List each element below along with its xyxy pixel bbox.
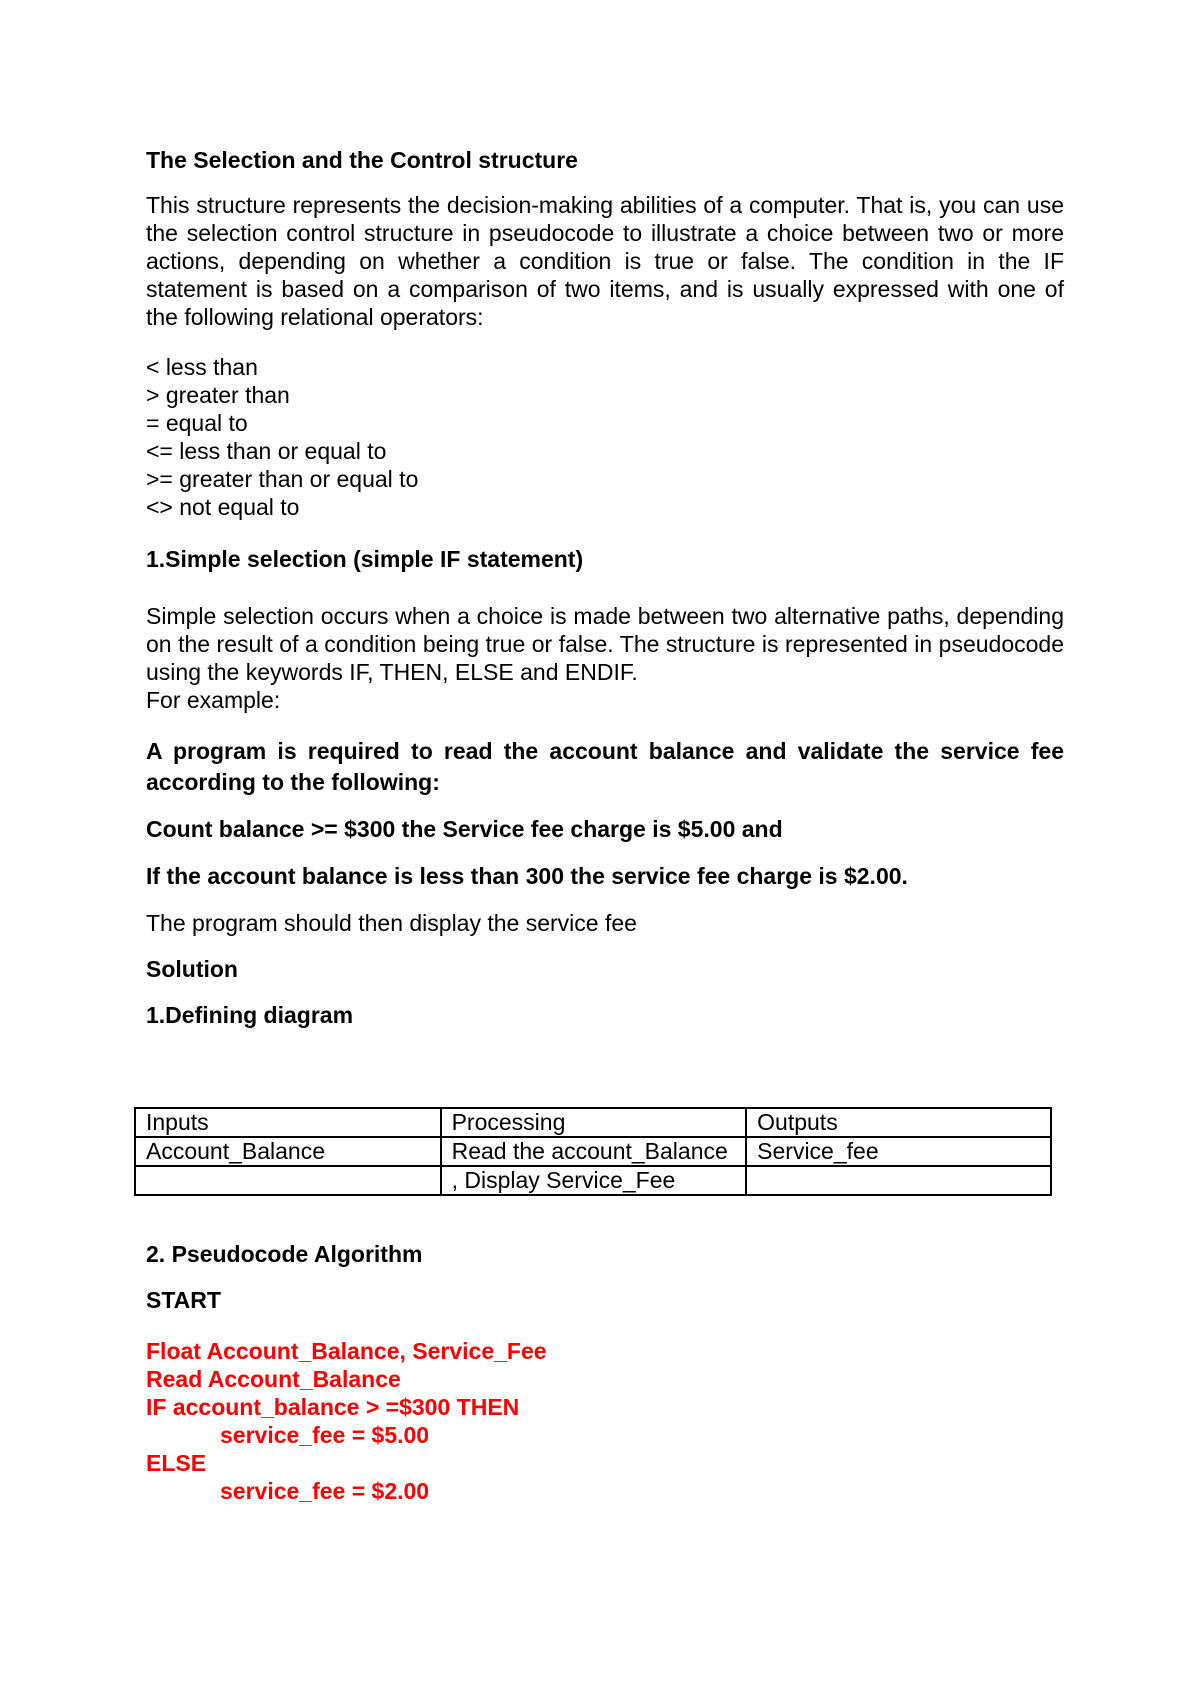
operator-item: >= greater than or equal to (146, 466, 419, 492)
code-line: service_fee = $2.00 (220, 1478, 430, 1504)
code-line: Float Account_Balance, Service_Fee (146, 1338, 547, 1364)
code-line: service_fee = $5.00 (220, 1422, 430, 1448)
table-header-cell: Processing (441, 1108, 747, 1137)
operator-item: < less than (146, 354, 258, 380)
code-line: Read Account_Balance (146, 1366, 401, 1392)
table-row (135, 1166, 1051, 1195)
intro-paragraph: This structure represents the decision-making abilities of a computer. That is, you can use the selection control structure in pseudocode to illustrate a choice between two or more actions, depending on whether a condition is true or false. The condition in the IF statement is based on a comparison of two items, and is usually expressed with one of the following relational operators: (146, 192, 1064, 330)
defining-diagram-heading: 1.Defining diagram (146, 1002, 354, 1028)
table-cell (135, 1166, 441, 1195)
section1-paragraph: Simple selection occurs when a choice is made between two alternative paths, depending on the result of a condition being true or false. The structure is represented in pseudocode using the keywords IF, THEN, ELSE and ENDIF. (146, 603, 1064, 685)
document-content (146, 146, 1064, 1505)
table-header-cell: Outputs (746, 1108, 1051, 1137)
operator-item: = equal to (146, 410, 248, 436)
solution-heading: Solution (146, 956, 238, 982)
display-note: The program should then display the service fee (146, 910, 637, 936)
operator-item: > greater than (146, 382, 290, 408)
pseudocode-heading: 2. Pseudocode Algorithm (146, 1241, 423, 1267)
table-row (135, 1137, 1051, 1166)
rule-two: If the account balance is less than 300 the service fee charge is $2.00. (146, 863, 908, 889)
table-cell: Read the account_Balance (441, 1137, 747, 1166)
section1-heading: 1.Simple selection (simple IF statement) (146, 546, 584, 572)
table-cell: Service_fee (746, 1137, 1051, 1166)
table-cell (746, 1166, 1051, 1195)
start-label: START (146, 1287, 221, 1313)
table-header-row (135, 1108, 1051, 1137)
pseudocode-block (146, 1337, 1064, 1505)
operator-list (146, 353, 1064, 521)
code-line: IF account_balance > =$300 THEN (146, 1394, 520, 1420)
problem-statement: A program is required to read the account balance and validate the service fee according to the following: (146, 738, 1064, 795)
page-title: The Selection and the Control structure (146, 147, 578, 173)
for-example-label: For example: (146, 687, 281, 713)
rule-one: Count balance >= $300 the Service fee charge is $5.00 and (146, 816, 783, 842)
table-cell: Account_Balance (135, 1137, 441, 1166)
table-header-cell: Inputs (135, 1108, 441, 1137)
defining-diagram-table (134, 1107, 1052, 1196)
table-cell: , Display Service_Fee (441, 1166, 747, 1195)
operator-item: <= less than or equal to (146, 438, 387, 464)
code-line: ELSE (146, 1450, 207, 1476)
operator-item: <> not equal to (146, 494, 300, 520)
